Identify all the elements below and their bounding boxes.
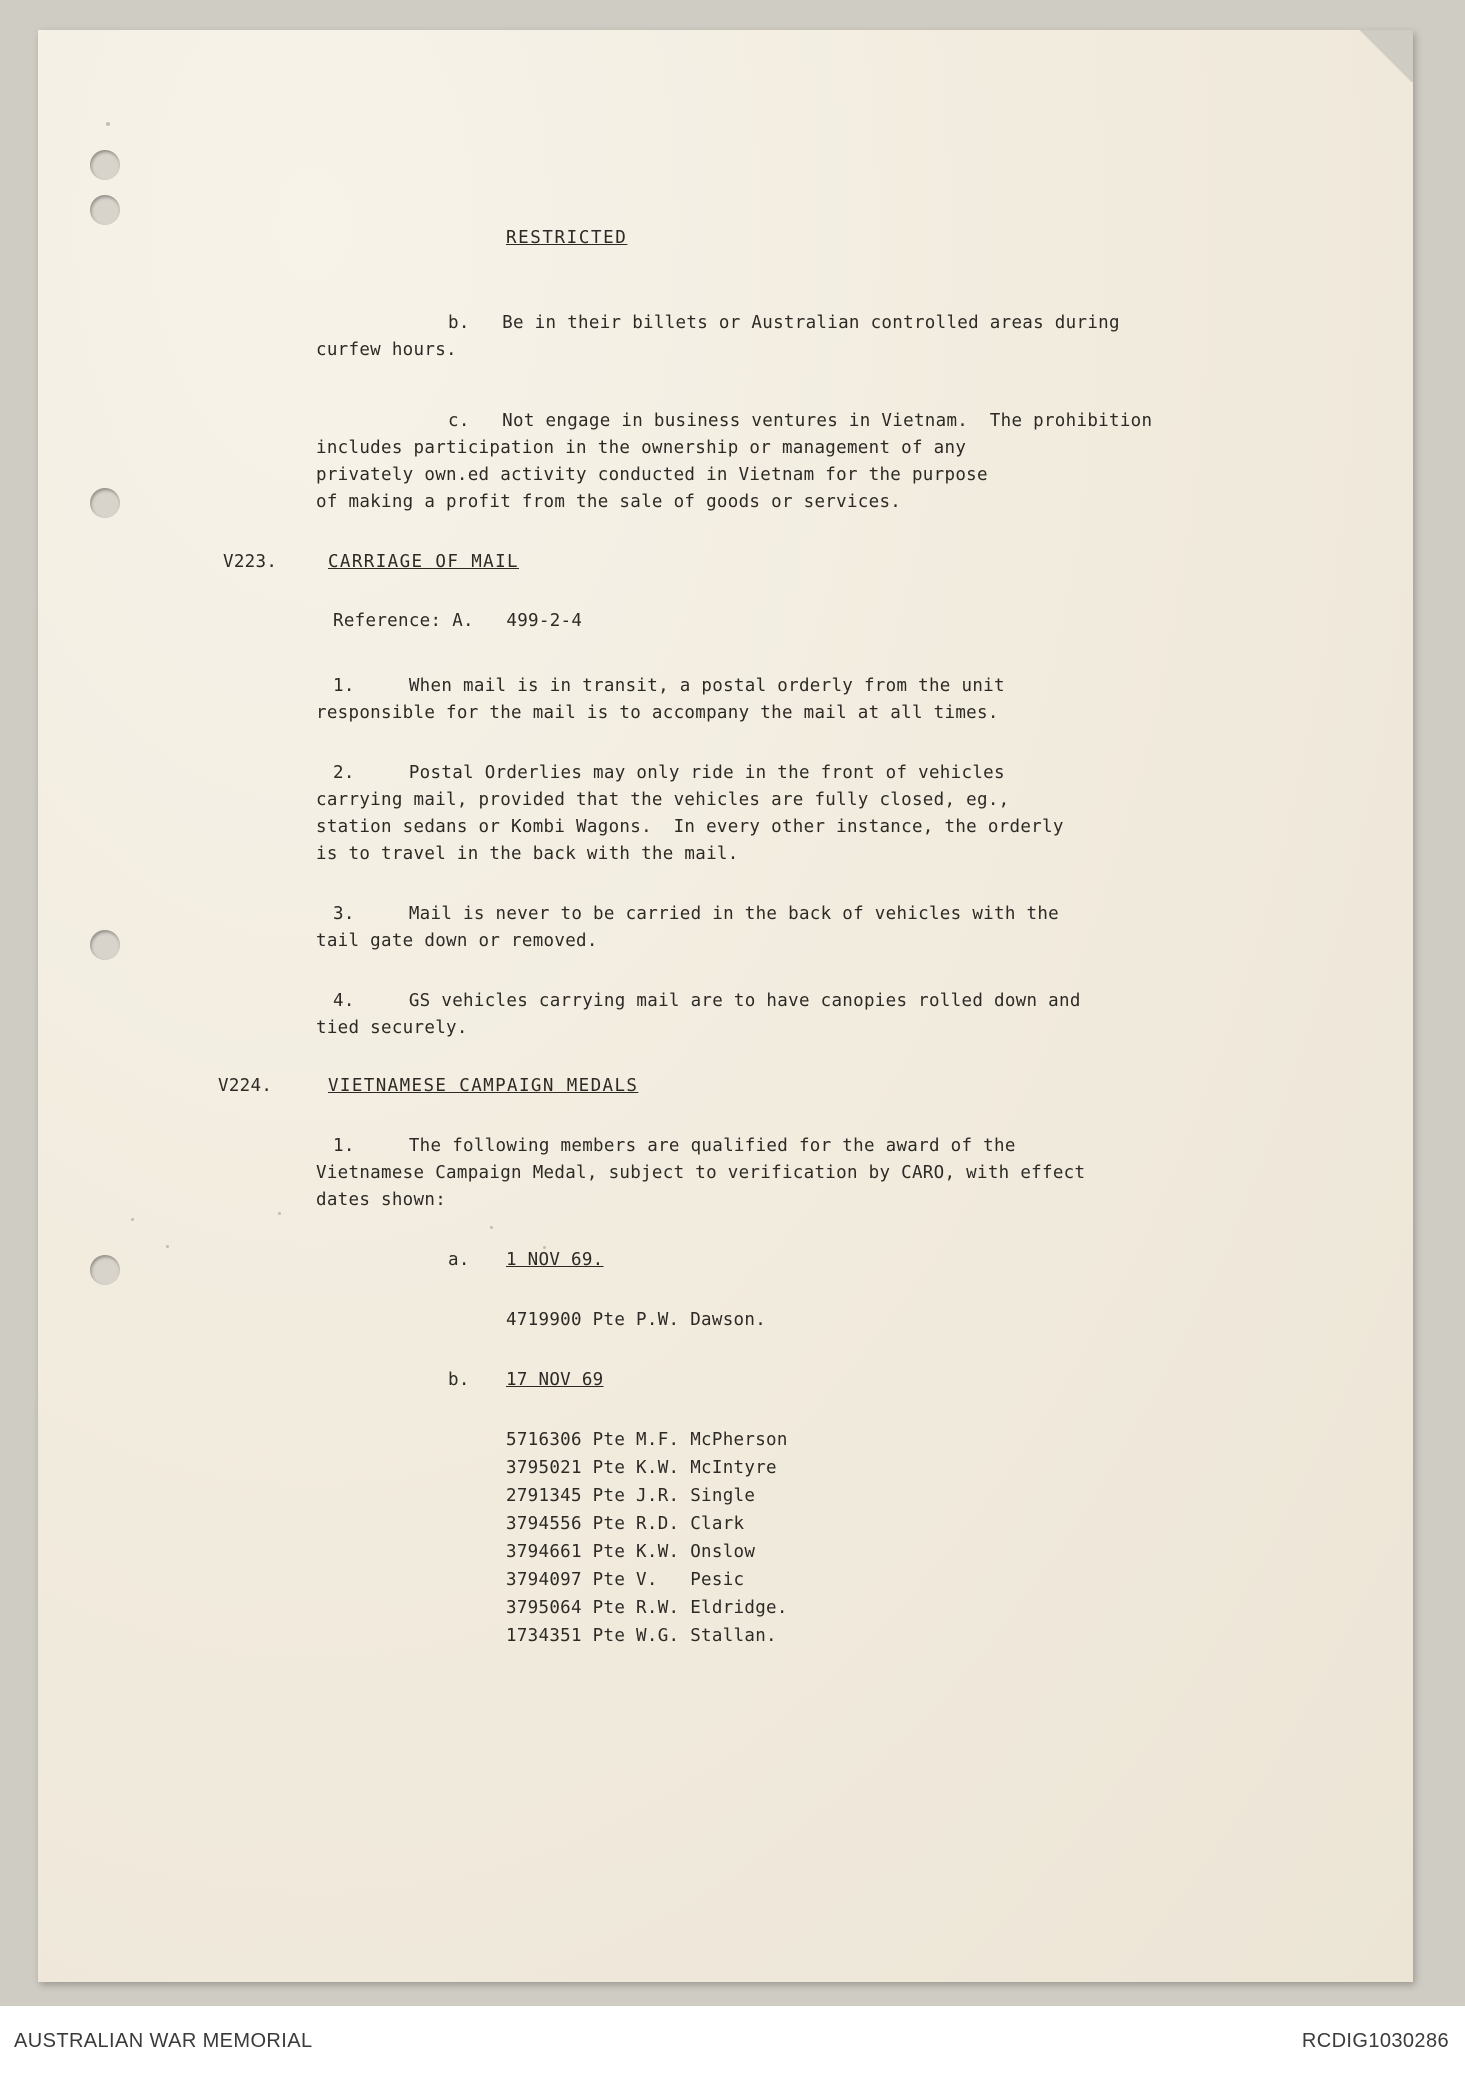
- body-line: carrying mail, provided that the vehicles are fully closed, eg.,: [316, 790, 1010, 810]
- body-line: Vietnamese Campaign Medal, subject to verification by CARO, with effect: [316, 1163, 1086, 1183]
- body-line: Reference: A. 499-2-4: [333, 611, 583, 631]
- viewer-footer-bar: [0, 2006, 1465, 2082]
- body-line: dates shown:: [316, 1190, 447, 1210]
- body-line: includes participation in the ownership or management of any: [316, 438, 967, 458]
- section-heading-carriage-of-mail: CARRIAGE OF MAIL: [328, 552, 519, 572]
- section-heading-vietnamese-campaign-medals: VIETNAMESE CAMPAIGN MEDALS: [328, 1076, 639, 1096]
- body-line: 1. The following members are qualified for the award of the: [333, 1136, 1016, 1156]
- list-item: 3794661 Pte K.W. Onslow: [506, 1542, 756, 1562]
- classification-header: RESTRICTED: [506, 228, 628, 248]
- list-item: 3795064 Pte R.W. Eldridge.: [506, 1598, 788, 1618]
- list-item: 3794097 Pte V. Pesic: [506, 1570, 745, 1590]
- body-line: c. Not engage in business ventures in Vietnam. The prohibition: [448, 411, 1153, 431]
- body-line: is to travel in the back with the mail.: [316, 844, 739, 864]
- body-line: of making a profit from the sale of goods or services.: [316, 492, 902, 512]
- digital-reference-id: RCDIG1030286: [1301, 2030, 1449, 2052]
- para-number-v224: V224.: [218, 1076, 273, 1096]
- body-line: tail gate down or removed.: [316, 931, 598, 951]
- list-item: 1734351 Pte W.G. Stallan.: [506, 1626, 777, 1646]
- para-number-v223: V223.: [223, 552, 278, 572]
- list-marker-a: a.: [448, 1250, 470, 1270]
- document-page: [38, 30, 1413, 1982]
- list-item: 4719900 Pte P.W. Dawson.: [506, 1310, 767, 1330]
- body-line: 1. When mail is in transit, a postal orderly from the unit: [333, 676, 1005, 696]
- typed-text-layer: [38, 30, 1413, 1982]
- body-line: curfew hours.: [316, 340, 457, 360]
- list-item: 3794556 Pte R.D. Clark: [506, 1514, 745, 1534]
- list-item: 5716306 Pte M.F. McPherson: [506, 1430, 788, 1450]
- body-line: responsible for the mail is to accompany the mail at all times.: [316, 703, 999, 723]
- institution-label: AUSTRALIAN WAR MEMORIAL: [14, 2030, 313, 2052]
- body-line: tied securely.: [316, 1018, 468, 1038]
- list-item: 3795021 Pte K.W. McIntyre: [506, 1458, 777, 1478]
- body-line: station sedans or Kombi Wagons. In every other instance, the orderly: [316, 817, 1064, 837]
- body-line: privately own.ed activity conducted in Vietnam for the purpose: [316, 465, 988, 485]
- date-heading-17-nov-69: 17 NOV 69: [506, 1370, 604, 1390]
- body-line: 4. GS vehicles carrying mail are to have canopies rolled down and: [333, 991, 1081, 1011]
- body-line: 2. Postal Orderlies may only ride in the front of vehicles: [333, 763, 1005, 783]
- date-heading-1-nov-69: 1 NOV 69.: [506, 1250, 604, 1270]
- body-line: 3. Mail is never to be carried in the back of vehicles with the: [333, 904, 1060, 924]
- list-item: 2791345 Pte J.R. Single: [506, 1486, 756, 1506]
- list-marker-b: b.: [448, 1370, 470, 1390]
- body-line: b. Be in their billets or Australian controlled areas during: [448, 313, 1120, 333]
